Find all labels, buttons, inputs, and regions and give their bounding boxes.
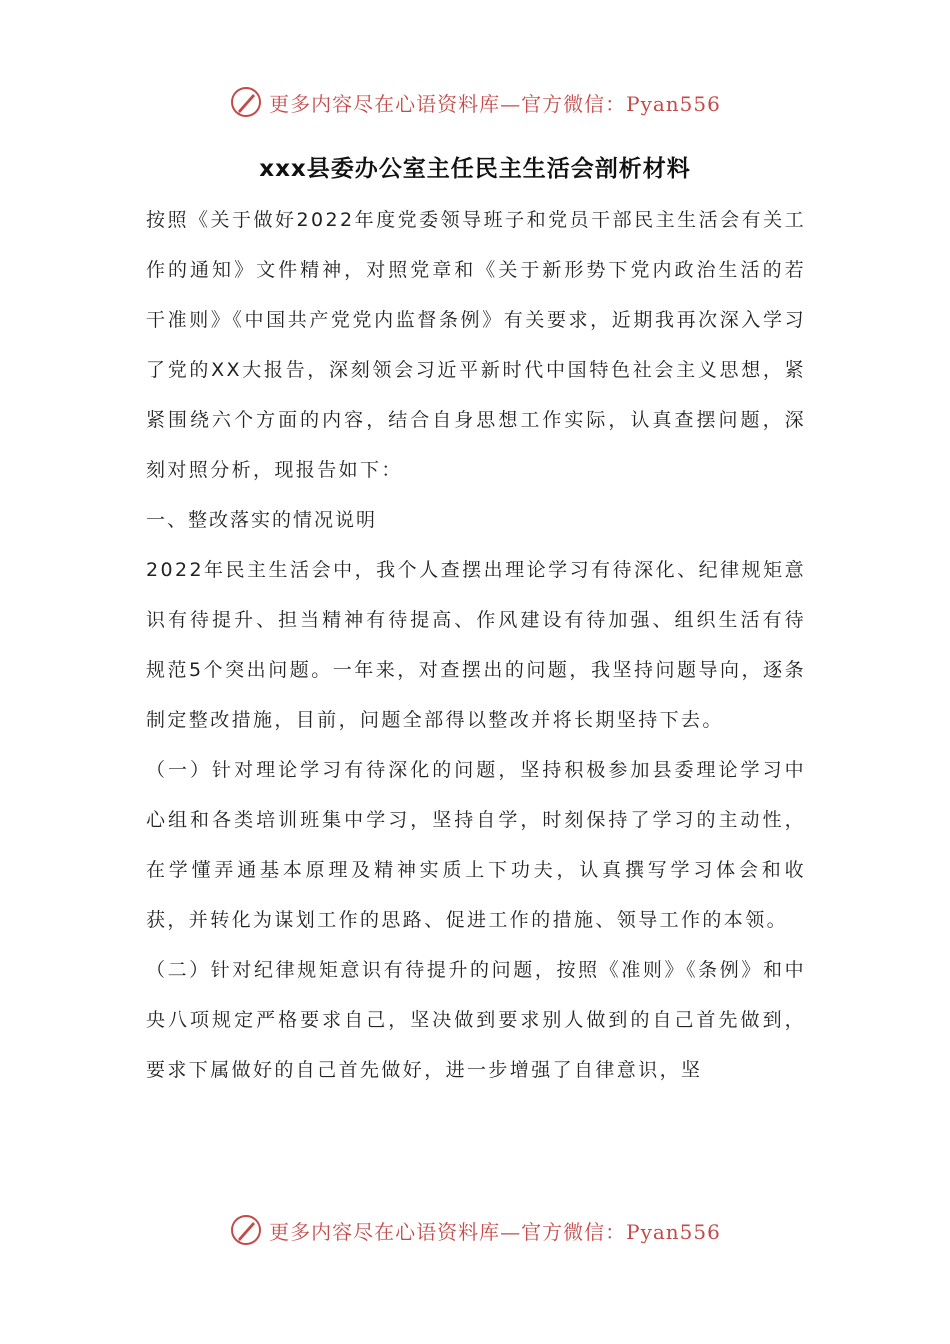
document-title: xxx县委办公室主任民主生活会剖析材料 bbox=[259, 156, 691, 182]
document-body bbox=[146, 195, 806, 1095]
summary-paragraph: 2022年民主生活会中，我个人查摆出理论学习有待深化、纪律规矩意识有待提升、担当精神有待提高、作风建设有待加强、组织生活有待规范5个突出问题。一年来，对查摆出的问题，我坚持问题导向，逐条制定整改措施，目前，问题全部得以整改并将长期坚持下去。 bbox=[146, 559, 806, 731]
section-heading: 一、整改落实的情况说明 bbox=[146, 509, 378, 531]
footer-watermark-text: 更多内容尽在心语资料库—官方微信：Pyan556 bbox=[269, 1219, 721, 1244]
quill-logo-icon bbox=[229, 1213, 263, 1247]
header-watermark-banner bbox=[0, 80, 950, 124]
intro-paragraph: 按照《关于做好2022年度党委领导班子和党员干部民主生活会有关工作的通知》文件精神，对照党章和《关于新形势下党内政治生活的若干准则》《中国共产党党内监督条例》有关要求，近期我再次深入学习了党的XX大报告，深刻领会习近平新时代中国特色社会主义思想，紧紧围绕六个方面的内容，结合自身思想工作实际，认真查摆问题，深刻对照分析，现报告如下： bbox=[146, 209, 806, 481]
header-watermark-text: 更多内容尽在心语资料库—官方微信：Pyan556 bbox=[269, 91, 721, 116]
footer-watermark-banner bbox=[0, 1208, 950, 1252]
item-two-paragraph: （二）针对纪律规矩意识有待提升的问题，按照《准则》《条例》和中央八项规定严格要求自己，坚决做到要求别人做到的自己首先做到，要求下属做好的自己首先做好，进一步增强了自律意识，坚 bbox=[146, 959, 806, 1081]
quill-logo-icon bbox=[229, 85, 263, 119]
item-one-paragraph: （一）针对理论学习有待深化的问题，坚持积极参加县委理论学习中心组和各类培训班集中学习，坚持自学，时刻保持了学习的主动性，在学懂弄通基本原理及精神实质上下功夫，认真撰写学习体会和收获，并转化为谋划工作的思路、促进工作的措施、领导工作的本领。 bbox=[146, 759, 806, 931]
